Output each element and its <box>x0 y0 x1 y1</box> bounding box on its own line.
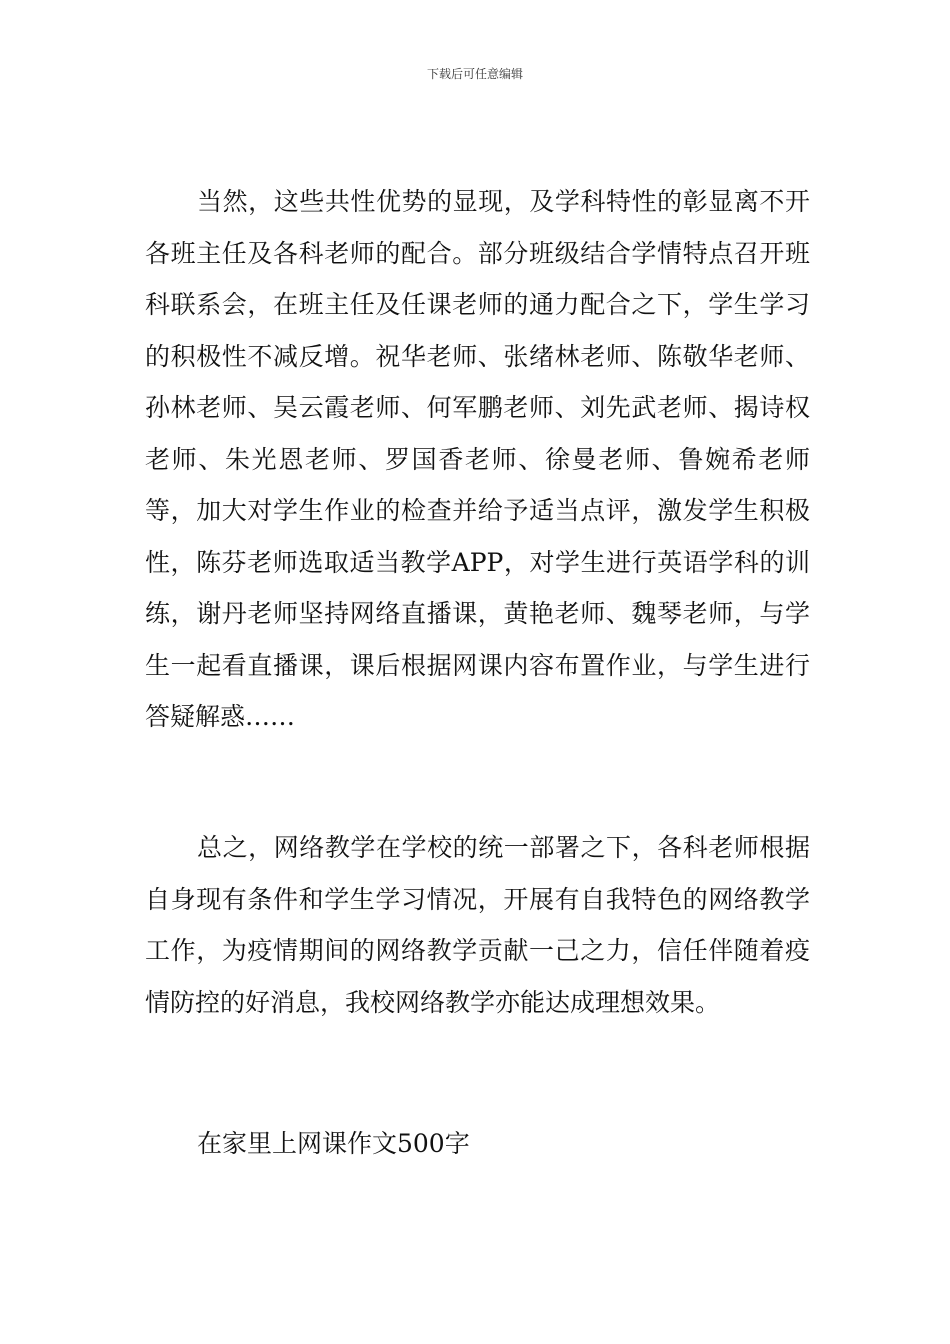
body-paragraph-2: 总之，网络教学在学校的统一部署之下，各科老师根据自身现有条件和学生学习情况，开展有自我特色的网络教学工作，为疫情期间的网络教学贡献一己之力，信任伴随着疫情防控的好消息，我校网络教学亦能达成理想效果。 <box>145 833 810 1017</box>
body-paragraph-1: 当然，这些共性优势的显现，及学科特性的彰显离不开各班主任及各科老师的配合。部分班级结合学情特点召开班科联系会，在班主任及任课老师的通力配合之下，学生学习的积极性不减反增。祝华老师、张绪林老师、陈敬华老师、孙林老师、吴云霞老师、何军鹏老师、刘先武老师、揭诗权老师、朱光恩老师、罗国香老师、徐曼老师、鲁婉希老师等，加大对学生作业的检查并给予适当点评，激发学生积极性，陈芬老师选取适当教学APP，对学生进行英语学科的训练，谢丹老师坚持网络直播课，黄艳老师、魏琴老师，与学生一起看直播课，课后根据网课内容布置作业，与学生进行答疑解惑…… <box>145 187 810 731</box>
page-header-note: 下载后可任意编辑 <box>426 67 523 81</box>
section-heading: 在家里上网课作文500字 <box>197 1129 470 1158</box>
